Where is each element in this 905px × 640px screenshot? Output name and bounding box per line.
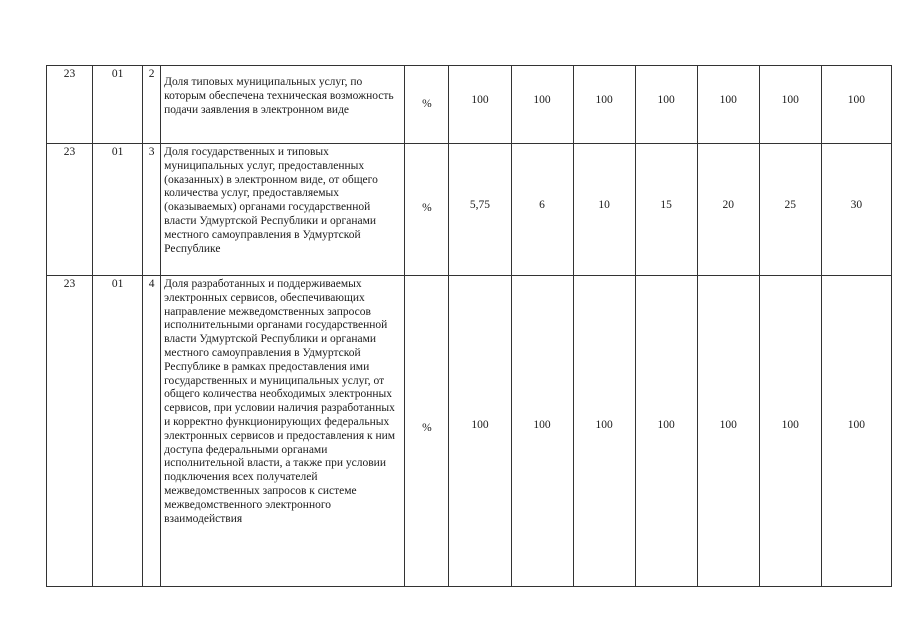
code-a-cell: 23 bbox=[47, 66, 93, 144]
value-cell: 6 bbox=[511, 144, 573, 276]
unit-cell: % bbox=[405, 144, 449, 276]
code-b-cell: 01 bbox=[93, 276, 143, 587]
value-cell: 100 bbox=[697, 276, 759, 587]
value-cell: 15 bbox=[635, 144, 697, 276]
value-cell: 20 bbox=[697, 144, 759, 276]
value-cell: 100 bbox=[635, 66, 697, 144]
code-a-cell: 23 bbox=[47, 144, 93, 276]
unit-cell: % bbox=[405, 66, 449, 144]
indicator-description: Доля разработанных и поддерживаемых электронных сервисов, обеспечивающих направление межведомственных запросов исполнительными органами государственной власти Удмуртской Республики и органами местного самоуправления в Удмуртской Республике в рамках предоставления ими государственных и муниципальных услуг, от общего количества необходимых электронных сервисов, при условии наличия разработанных и корректно функционирующих федеральных электронных сервисов и предоставления к ним доступа федеральными органами исполнительной власти, а также при условии подключения всех получателей межведомственных запросов к системе межведомственного электронного взаимодействия bbox=[161, 276, 405, 587]
row-number-cell: 3 bbox=[143, 144, 161, 276]
value-cell: 100 bbox=[821, 66, 891, 144]
value-cell: 100 bbox=[821, 276, 891, 587]
value-cell: 100 bbox=[511, 66, 573, 144]
unit-cell: % bbox=[405, 276, 449, 587]
code-b-cell: 01 bbox=[93, 144, 143, 276]
indicators-table bbox=[46, 65, 892, 587]
value-cell: 100 bbox=[511, 276, 573, 587]
value-cell: 25 bbox=[759, 144, 821, 276]
value-cell: 100 bbox=[759, 66, 821, 144]
value-cell: 100 bbox=[759, 276, 821, 587]
table-row bbox=[47, 66, 892, 144]
value-cell: 10 bbox=[573, 144, 635, 276]
value-cell: 100 bbox=[573, 276, 635, 587]
value-cell: 100 bbox=[449, 276, 511, 587]
code-b-cell: 01 bbox=[93, 66, 143, 144]
value-cell: 5,75 bbox=[449, 144, 511, 276]
value-cell: 100 bbox=[635, 276, 697, 587]
row-number-cell: 2 bbox=[143, 66, 161, 144]
table-row bbox=[47, 144, 892, 276]
row-number-cell: 4 bbox=[143, 276, 161, 587]
indicator-description: Доля типовых муниципальных услуг, по которым обеспечена техническая возможность подачи заявления в электронном виде bbox=[161, 66, 405, 144]
code-a-cell: 23 bbox=[47, 276, 93, 587]
table-row bbox=[47, 276, 892, 587]
value-cell: 100 bbox=[697, 66, 759, 144]
indicator-description: Доля государственных и типовых муниципальных услуг, предоставленных (оказанных) в электронном виде, от общего количества услуг, предоставляемых (оказываемых) органами государственной власти Удмуртской Республики и органами местного самоуправления в Удмуртской Республике bbox=[161, 144, 405, 276]
value-cell: 100 bbox=[573, 66, 635, 144]
value-cell: 100 bbox=[449, 66, 511, 144]
value-cell: 30 bbox=[821, 144, 891, 276]
